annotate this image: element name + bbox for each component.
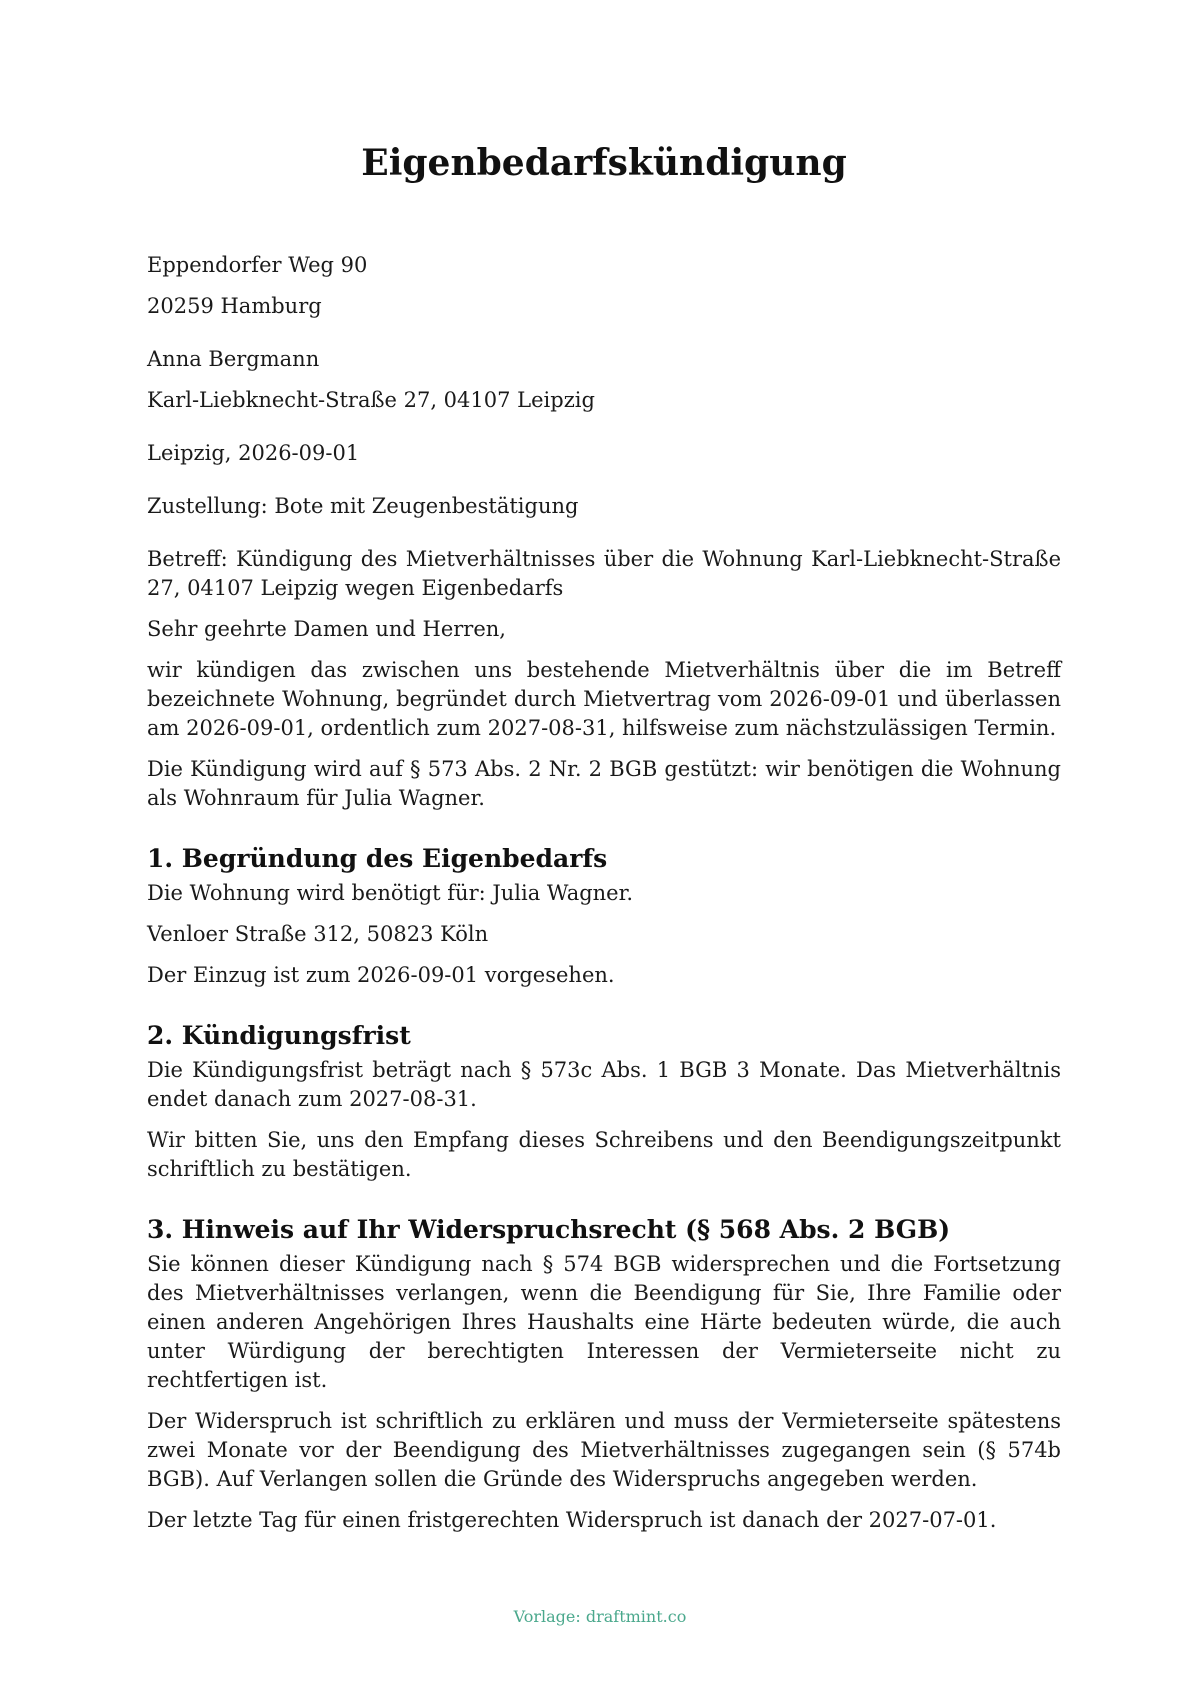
place-date: Leipzig, 2026-09-01 bbox=[147, 441, 360, 465]
section-heading: 1. Begründung des Eigenbedarfs bbox=[147, 844, 608, 873]
template-footer-link[interactable]: Vorlage: draftmint.co bbox=[513, 1607, 687, 1626]
letter-page bbox=[147, 140, 1061, 1547]
delivery-method: Zustellung: Bote mit Zeugenbestätigung bbox=[147, 494, 579, 518]
intro-paragraph: wir kündigen das zwischen uns bestehende Mietverhältnis über die im Betreff bezeichnete Wohnung, begründet durch Mietvertrag vom 2026-09-01 und überlassen am 2026-09-01, ordentlich zum 2027-08-31, hilfsweise zum nächstzulässigen Termin. bbox=[147, 658, 1061, 740]
section-objection-right bbox=[147, 1214, 1061, 1535]
sender-city: 20259 Hamburg bbox=[147, 294, 322, 318]
section-heading: 2. Kündigungsfrist bbox=[147, 1021, 411, 1050]
section-paragraph: Die Kündigungsfrist beträgt nach § 573c Abs. 1 BGB 3 Monate. Das Mietverhältnis endet danach zum 2027-08-31. bbox=[147, 1058, 1061, 1111]
section-paragraph: Die Wohnung wird benötigt für: Julia Wagner. bbox=[147, 881, 634, 905]
section-notice-period bbox=[147, 1020, 1061, 1184]
salutation: Sehr geehrte Damen und Herren, bbox=[147, 617, 506, 641]
section-own-use-reason bbox=[147, 843, 1061, 990]
section-paragraph: Der letzte Tag für einen fristgerechten Widerspruch ist danach der 2027-07-01. bbox=[147, 1508, 997, 1532]
section-paragraph: Der Widerspruch ist schriftlich zu erklären und muss der Vermieterseite spätestens zwei Monate vor der Beendigung des Mietverhältnisses zugegangen sein (§ 574b BGB). Auf Verlangen sollen die Gründe des Widerspruchs angegeben werden. bbox=[147, 1409, 1061, 1491]
section-paragraph: Venloer Straße 312, 50823 Köln bbox=[147, 922, 489, 946]
section-paragraph: Wir bitten Sie, uns den Empfang dieses Schreibens und den Beendigungszeitpunkt schriftlich zu bestätigen. bbox=[147, 1128, 1061, 1181]
recipient-street-city: Karl-Liebknecht-Straße 27, 04107 Leipzig bbox=[147, 388, 595, 412]
section-paragraph: Der Einzug ist zum 2026-09-01 vorgesehen. bbox=[147, 963, 615, 987]
subject-line: Betreff: Kündigung des Mietverhältnisses über die Wohnung Karl-Liebknecht-Straße 27, 04107 Leipzig wegen Eigenbedarfs bbox=[147, 547, 1061, 600]
section-heading: 3. Hinweis auf Ihr Widerspruchsrecht (§ 568 Abs. 2 BGB) bbox=[147, 1215, 951, 1244]
document-title: Eigenbedarfskündigung bbox=[361, 142, 847, 184]
recipient-name: Anna Bergmann bbox=[147, 347, 320, 371]
legal-basis-paragraph: Die Kündigung wird auf § 573 Abs. 2 Nr. 2 BGB gestützt: wir benötigen die Wohnung als Wohnraum für Julia Wagner. bbox=[147, 757, 1061, 810]
recipient-address bbox=[147, 345, 1061, 415]
sender-address bbox=[147, 251, 1061, 321]
section-paragraph: Sie können dieser Kündigung nach § 574 BGB widersprechen und die Fortsetzung des Mietverhältnisses verlangen, wenn die Beendigung für Sie, Ihre Familie oder einen anderen Angehörigen Ihres Haushalts eine Härte bedeuten würde, die auch unter Würdigung der berechtigten Interessen der Vermieterseite nicht zu rechtfertigen ist. bbox=[147, 1252, 1061, 1392]
sender-street: Eppendorfer Weg 90 bbox=[147, 253, 368, 277]
